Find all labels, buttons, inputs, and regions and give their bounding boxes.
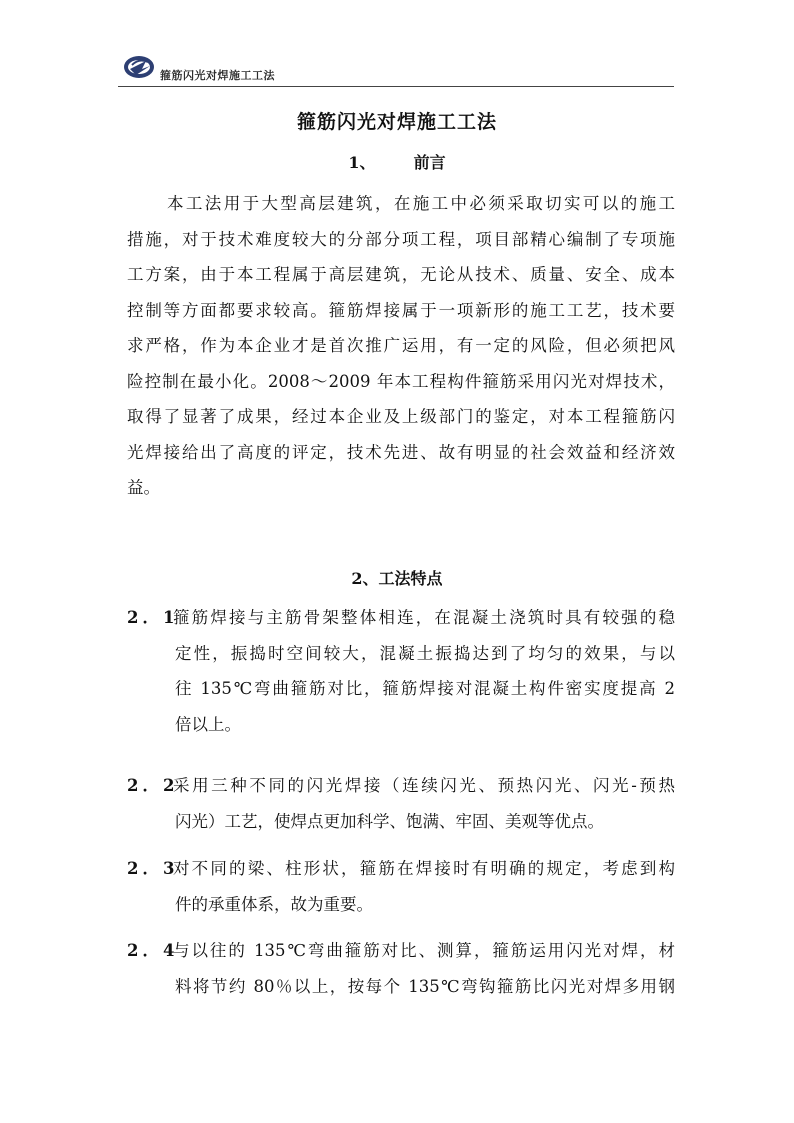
- item-number: 2．4: [127, 941, 179, 960]
- item-line: 往 135℃弯曲箍筋对比，箍筋焊接对混凝土构件密实度提高 2: [175, 679, 675, 698]
- paragraph-line: 工方案，由于本工程属于高层建筑，无论从技术、质量、安全、成本: [127, 265, 675, 284]
- item-number: 2．3: [127, 859, 179, 878]
- preface-paragraph: [127, 186, 675, 506]
- paragraph-line: 取得了显著了成果，经过本企业及上级部门的鉴定，对本工程箍筋闪: [127, 407, 675, 426]
- item-line: 定性，振捣时空间较大，混凝土振捣达到了均匀的效果，与以: [175, 643, 675, 663]
- section-1-heading: [0, 150, 794, 173]
- item-line: 件的承重体系，故为重要。: [175, 894, 373, 914]
- item-line: 料将节约 80％以上，按每个 135℃弯钩箍筋比闪光对焊多用钢: [175, 976, 675, 996]
- paragraph-line: 措施，对于技术难度较大的分部分项工程，项目部精心编制了专项施: [127, 229, 675, 249]
- header-title: 箍筋闪光对焊施工工法: [160, 69, 275, 82]
- section-1-title: 前言: [413, 153, 446, 172]
- item-line: 闪光）工艺，使焊点更加科学、饱满、牢固、美观等优点。: [175, 811, 604, 831]
- item-number: 2．2: [127, 776, 179, 795]
- feature-item-2-3: [127, 851, 675, 922]
- paragraph-line: 控制等方面都要求较高。箍筋焊接属于一项新形的施工工艺，技术要: [127, 300, 675, 320]
- paragraph-line: 求严格，作为本企业才是首次推广运用，有一定的风险，但必须把风: [127, 336, 675, 355]
- document-title: 箍筋闪光对焊施工工法: [296, 111, 497, 133]
- item-line: 箍筋焊接与主筋骨架整体相连，在混凝土浇筑时具有较强的稳: [173, 608, 675, 627]
- section-2-heading: 2、工法特点: [351, 569, 443, 588]
- company-logo-icon: [122, 52, 156, 82]
- paragraph-line: 本工法用于大型高层建筑，在施工中必须采取切实可以的施工: [167, 194, 675, 213]
- section-1-number: 1、: [348, 153, 376, 172]
- feature-item-2-4: [127, 933, 675, 1004]
- item-line: 对不同的梁、柱形状，箍筋在焊接时有明确的规定，考虑到构: [173, 859, 675, 878]
- page-header: [118, 52, 674, 87]
- paragraph-line: 光焊接给出了高度的评定，技术先进、故有明显的社会效益和经济效: [127, 442, 675, 462]
- feature-item-2-2: [127, 768, 675, 839]
- item-line: 采用三种不同的闪光焊接（连续闪光、预热闪光、闪光-预热: [173, 776, 675, 795]
- item-line: 倍以上。: [175, 714, 241, 734]
- feature-item-2-1: [127, 600, 675, 742]
- paragraph-line: 险控制在最小化。2008～2009 年本工程构件箍筋采用闪光对焊技术，: [127, 371, 675, 391]
- item-number: 2．1: [127, 608, 179, 627]
- paragraph-line: 益。: [127, 478, 160, 497]
- item-line: 与以往的 135℃弯曲箍筋对比、测算，箍筋运用闪光对焊，材: [173, 941, 675, 960]
